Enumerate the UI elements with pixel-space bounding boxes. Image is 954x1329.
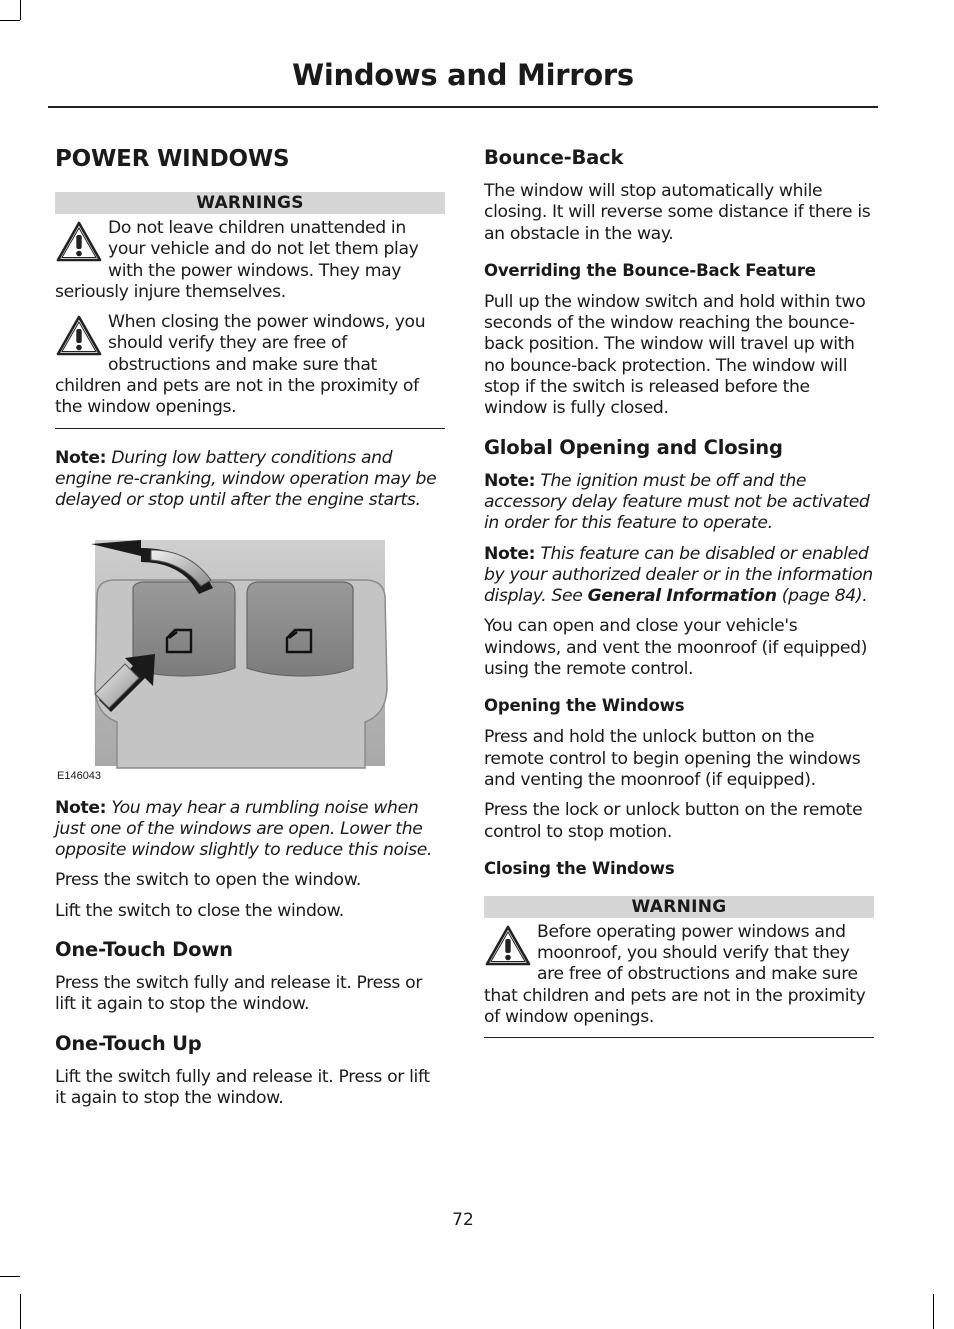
body-text: Press the lock or unlock button on the remote control to stop motion. [484,800,863,842]
page-number: 72 [452,1210,474,1230]
cross-reference-link[interactable]: General Information [587,586,777,607]
warning-text: When closing the power windows, you should verify they are free of obstructions and make sure that children and pets are not in the proximity of the window openings. [55,312,426,418]
note-text: The ignition must be off and the accessory delay feature must not be activated in order for this feature to operate. [484,470,870,534]
page-title: Windows and Mirrors [292,58,634,92]
page-reference: (page 84). [776,586,868,607]
crop-mark [0,20,20,21]
section-title: POWER WINDOWS [55,146,290,172]
body-text: Press the switch fully and release it. Press or lift it again to stop the window. [55,973,423,1015]
warning-end-divider [484,1037,874,1038]
warning-item [484,922,874,1028]
warnings-heading: WARNINGS [55,192,445,214]
subsection-title: One-Touch Up [55,1031,202,1055]
crop-mark [0,1276,20,1277]
warning-heading: WARNING [484,896,874,918]
warning-text: Before operating power windows and moonroof, you should verify that they are free of obstructions and make sure that children and pets are not in the proximity of window openings. [484,921,866,1028]
body-text: Press and hold the unlock button on the remote control to begin opening the windows and venting the moonroof (if equipped). [484,727,861,790]
right-column [484,140,874,1057]
title-divider [48,106,878,108]
body-text: Lift the switch fully and release it. Press or lift it again to stop the window. [55,1066,430,1108]
body-text: You can open and close your vehicle's windows, and vent the moonroof (if equipped) using the remote control. [484,616,868,680]
body-text: Press the switch to open the window. [55,870,361,891]
subsection-title: Opening the Windows [484,696,685,716]
crop-mark [20,0,21,20]
note-text: You may hear a rumbling noise when just one of the windows are open. Lower the opposite window slightly to reduce this noise. [55,797,433,861]
subsection-title: One-Touch Down [55,938,233,962]
note-label: Note: [484,543,536,564]
crop-mark [20,1294,21,1329]
note-label: Note: [55,447,107,468]
warning-triangle-icon [55,314,103,358]
window-switch-illustration [55,536,445,784]
body-text: Pull up the window switch and hold within two seconds of the window reaching the bounce-back position. The window will travel up with no bounce-back protection. The window will stop if the switch is released before the window is fully closed. [484,291,866,419]
note [484,544,874,608]
window-switch-drawing [55,536,445,784]
warning-end-divider [55,428,445,429]
note [55,798,445,862]
note-label: Note: [55,797,107,818]
note [55,448,445,512]
warning-item [55,312,445,418]
left-column [55,140,445,1118]
warning-triangle-icon [484,924,532,968]
warning-item [55,218,445,303]
note-text: During low battery conditions and engine re-cranking, window operation may be delayed or stop until after the engine starts. [55,447,437,511]
subsection-title: Global Opening and Closing [484,435,783,459]
crop-mark [933,1294,934,1329]
figure-id: E146043 [57,769,102,782]
body-text: Lift the switch to close the window. [55,900,344,921]
subsection-title: Closing the Windows [484,858,675,878]
note-label: Note: [484,470,536,491]
body-text: The window will stop automatically while closing. It will reverse some distance if there is an obstacle in the way. [484,181,871,244]
warning-text: Do not leave children unattended in your vehicle and do not let them play with the power windows. They may seriously injure themselves. [55,218,419,302]
subsection-title: Overriding the Bounce-Back Feature [484,260,816,280]
subsection-title: Bounce-Back [484,146,624,169]
note [484,471,874,535]
warning-triangle-icon [55,220,103,264]
note-text: This feature can be disabled or enabled by your authorized dealer or in the information display. See [484,543,873,607]
